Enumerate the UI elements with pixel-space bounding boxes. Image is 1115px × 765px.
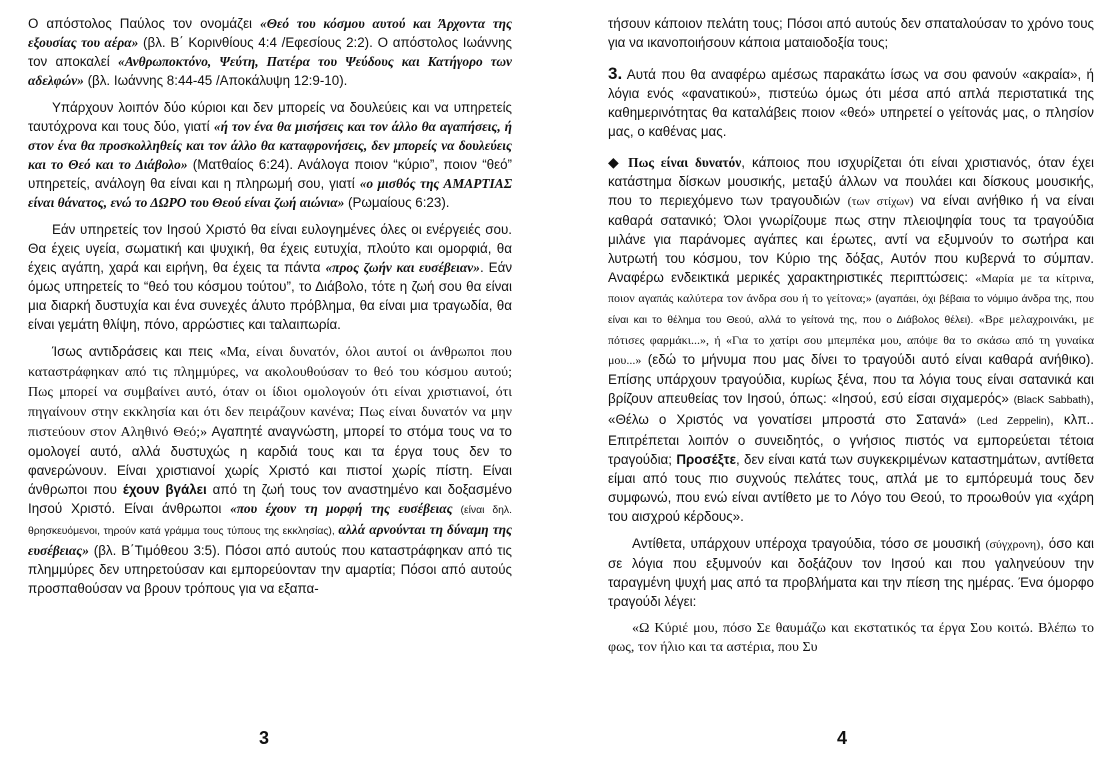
- small-note: (σύγχρονη): [985, 537, 1041, 551]
- emphasis-quote: «ή τον ένα θα μισήσεις και τον άλλο θα αγαπήσεις, ή στον ένα θα προσκολληθείς και τον άλλο θα καταφρονήσεις, δεν μπορείς να δουλεύεις και το Θεό και το Διάβολο»: [28, 119, 512, 172]
- text-span: , «Θέλω ο Χριστός να γονατίσει μπροστά στο Σατανά»: [608, 391, 1094, 427]
- paragraph: [608, 64, 1094, 141]
- small-note: (Led Zeppelin): [976, 416, 1051, 427]
- emphasis-quote: «που έχουν τη μορφή της ευσέβειας: [230, 501, 453, 516]
- paragraph: [608, 153, 1094, 526]
- paragraph: [28, 342, 512, 598]
- text-span: , κλπ.. Επιτρέπεται λοιπόν ο συνειδητός, ο γνήσιος πιστός να εμπορεύεται τέτοια τραγούδια;: [608, 412, 1094, 467]
- paragraph: τήσουν κάποιον πελάτη τους; Πόσοι από αυτούς δεν σπαταλούσαν το χρόνο τους για να ικανοποιήσουν κάποια ματαιοδοξία τους;: [608, 16, 1094, 50]
- text-span: (εδώ το μήνυμα που μας δίνει το τραγούδι αυτό είναι καθαρά ανήθικο). Επίσης υπάρχουν τραγούδια, κυρίως ξένα, που τα λόγια τους είναι σατανικά και βρίζουν απευθείας τον Ιησού, όπως: «Ιησού, εσύ είσαι σιχαμερός»: [608, 352, 1094, 406]
- text-span: , όσο και σε λόγια που εξυμνούν και δοξάζουν τον Ιησού και που γαληνεύουν την ταραγμένη ψυχή μας από τα προβλήματα και την πίεση της ημέρας. Ένα όμορφο τραγούδι λέγει:: [608, 536, 1094, 609]
- emphasis-quote: «Θεό του κόσμου αυτού και Άρχοντα της εξουσίας του αέρα»: [28, 16, 512, 50]
- text-span: (Ματθαίος 6:24). Ανάλογα ποιον “κύριο”, ποιον “θεό” υπηρετείς, ανάλογη θα είναι και η πληρωμή σου, γιατί: [28, 157, 512, 191]
- emphasis-quote: «προς ζωήν και ευσέβειαν»: [325, 260, 480, 275]
- text-span: , κάποιος που ισχυρίζεται ότι είναι χριστιανός, όταν έχει κατάστημα δίσκων μουσικής, μεταξύ άλλων να πουλάει και δίσκους μουσικής, που το περιεχόμενο των τραγουδιών: [608, 155, 1094, 208]
- section-number: 3.: [608, 64, 623, 83]
- serif-quote: «Βρε μελαχροινάκι, με πότισες φαρμάκι...», ή «Για το χατίρι σου μπεμπέκα μου, απόψε θα το σκάσω από τη γυναίκα μου...»: [608, 312, 1094, 367]
- serif-quote: «Μα, είναι δυνατόν, όλοι αυτοί οι άνθρωποι που καταστράφηκαν από τις πλημμύρες, να ακολουθούσαν το θεό του κόσμου αυτού; Πως μπορεί να συμβαίνει αυτό, όταν οι ίδιοι ομολογούν ότι είναι χριστιανοί, ότι πηγαίνουν στην εκκλησία και ότι δεν πειράζουν κανένα; Πως είναι δυνατόν να μην πιστεύουν στον Αληθινό Θεό;»: [28, 345, 512, 440]
- page-number: 4: [836, 728, 847, 748]
- text-span: Υπάρχουν λοιπόν δύο κύριοι και δεν μπορείς να δουλεύεις και να υπηρετείς ταυτόχρονα και τους δύο, γιατί: [28, 100, 512, 134]
- left-text-column: [28, 14, 512, 598]
- text-span: Αγαπητέ αναγνώστη, μπορεί το στόμα τους να το ομολογεί αυτό, αλλά δυστυχώς η καρδιά τους και τα έργα τους δεν το φανερώνουν. Είναι χριστιανοί χωρίς Χριστό και πιστοί χωρίς πίστη. Είναι άνθρωποι που: [28, 424, 512, 497]
- small-note: (BlacK Sabbath): [1013, 395, 1091, 406]
- text-span: . Εάν όμως υπηρετείς το “θεό του κόσμου τούτου”, το Διάβολο, τότε η ζωή σου θα είναι μια διαρκή δυστυχία και ένα συνεχές άλυτο πρόβλημα, θα είναι μια τραγωδία, θα είναι γεμάτη θλίψη, πόνο, αρρώστιες και ταλαιπωρία.: [28, 260, 513, 332]
- text-span: (Ρωμαίους 6:23).: [344, 195, 450, 210]
- diamond-bullet-icon: ◆: [608, 154, 623, 170]
- text-span: να είναι ανήθικο ή να είναι καθαρά σατανικό; Όλοι γνωρίζουμε πως στην πλειοψηφία τους τα τραγούδια μιλάνε για παράνομες αγάπες και έρωτες, αντί να εξυμνούν το σωτήρα και λυτρωτή του κόσμου, τον Κύριο της δόξας, Αυτόν που κυβερνά το σύμπαν. Αναφέρω ενδεικτικά μερικές χαρακτηριστικές περιπτώσεις:: [608, 193, 1095, 285]
- small-note: (είναι δηλ. θρησκευόμενοι, τηρούν κατά γράμμα τους τύπους της εκκλησίας),: [28, 505, 512, 537]
- paragraph: [28, 14, 512, 90]
- bold-phrase: έχουν βγάλει: [122, 482, 207, 497]
- song-quote: «Ω Κύριέ μου, πόσο Σε θαυμάζω και εκστατικός τα έργα Σου κοιτώ. Βλέπω το φως, τον ήλιο και τα αστέρια, που Συ: [608, 621, 1094, 655]
- bold-phrase: Πως είναι δυνατόν: [628, 155, 742, 170]
- text-span: Αντίθετα, υπάρχουν υπέροχα τραγούδια, τόσο σε μουσική: [632, 536, 986, 551]
- text-span: (βλ. Ιωάννης 8:44-45 /Αποκάλυψη 12:9-10).: [83, 73, 348, 88]
- text-span: Εάν υπηρετείς τον Ιησού Χριστό θα είναι ευλογημένες όλες οι ενέργειές σου. Θα έχεις υγεία, σωματική και ψυχική, θα έχεις ευτυχία, πλούτο και ομορφιά, θα έχεις αγάπη, χαρά και ειρήνη, θα έχεις τα πάντα: [28, 222, 512, 275]
- paragraph: [28, 98, 512, 212]
- text-span: Ο απόστολος Παύλος τον ονομάζει: [28, 16, 260, 31]
- text-span: Αυτά που θα αναφέρω αμέσως παρακάτω ίσως να σου φανούν «ακραία», ή λόγια ενός «φανατικού», πιστεύω όμως ότι μέσα από απλά περιστατικά της καθημερινότητας θα καταλάβεις ποιον «θεό» υπηρετεί ο γείτονάς μας, ο πλησίον μας, ο καθένας μας.: [608, 67, 1094, 139]
- text-span: Ίσως αντιδράσεις και πεις: [52, 344, 220, 359]
- bold-phrase: Προσέξτε: [676, 452, 736, 467]
- right-text-column: [608, 14, 1094, 657]
- emphasis-quote: αλλά αρνούνται τη δύναμη της ευσέβειας»: [28, 522, 512, 558]
- serif-quote: «Μαρία με τα κίτρινα, ποιον αγαπάς καλύτερα τον άνδρα σου ή το γείτονα;»: [608, 271, 1095, 305]
- left-page: [0, 0, 557, 765]
- page-number: 3: [258, 728, 269, 748]
- text-span: , δεν είναι κατά των συγκεκριμένων καταστημάτων, αντίθετα είμαι από τους πιο συχνούς πελάτες τους, απλά με το εμπόρευμά τους δεν συμφωνώ, που ενώ είναι αντίθετο με το Λόγο του Θεού, το προωθούν για «χάρη του αισχρού κέρδους».: [608, 452, 1094, 524]
- text-span: (βλ. Β΄Τιμόθεου 3:5). Πόσοι από αυτούς που καταστράφηκαν από τις πλημμύρες δεν υπηρετούσαν και εμπορεύονταν την αμαρτία; Πόσοι από αυτούς προσπαθούσαν να βρουν τρόπους για να εξαπα-: [28, 543, 512, 596]
- text-span: (βλ. Β΄ Κορινθίους 4:4 /Εφεσίους 2:2). Ο απόστολος Ιωάννης τον αποκαλεί: [28, 35, 512, 69]
- small-note: (αγαπάει, όχι βέβαια το νόμιμο άνδρα της, που είναι και το θέλημα του Θεού, αλλά το γείτονά της, που ο Διάβολος θέλει).: [608, 294, 1094, 326]
- emphasis-quote: «Ανθρωποκτόνο, Ψεύτη, Πατέρα του Ψεύδους και Κατήγορο των αδελφών»: [28, 54, 512, 88]
- paragraph: [28, 220, 512, 334]
- text-span: από τη ζωή τους τον αναστημένο και δοξασμένο Ιησού Χριστό. Είναι άνθρωποι: [28, 482, 512, 516]
- right-page: [558, 0, 1115, 765]
- paragraph: [608, 534, 1094, 611]
- emphasis-quote: «ο μισθός της ΑΜΑΡΤΙΑΣ είναι θάνατος, ενώ το ΔΩΡΟ του Θεού είναι ζωή αιώνια»: [28, 176, 512, 210]
- small-note: (των στίχων): [847, 194, 914, 208]
